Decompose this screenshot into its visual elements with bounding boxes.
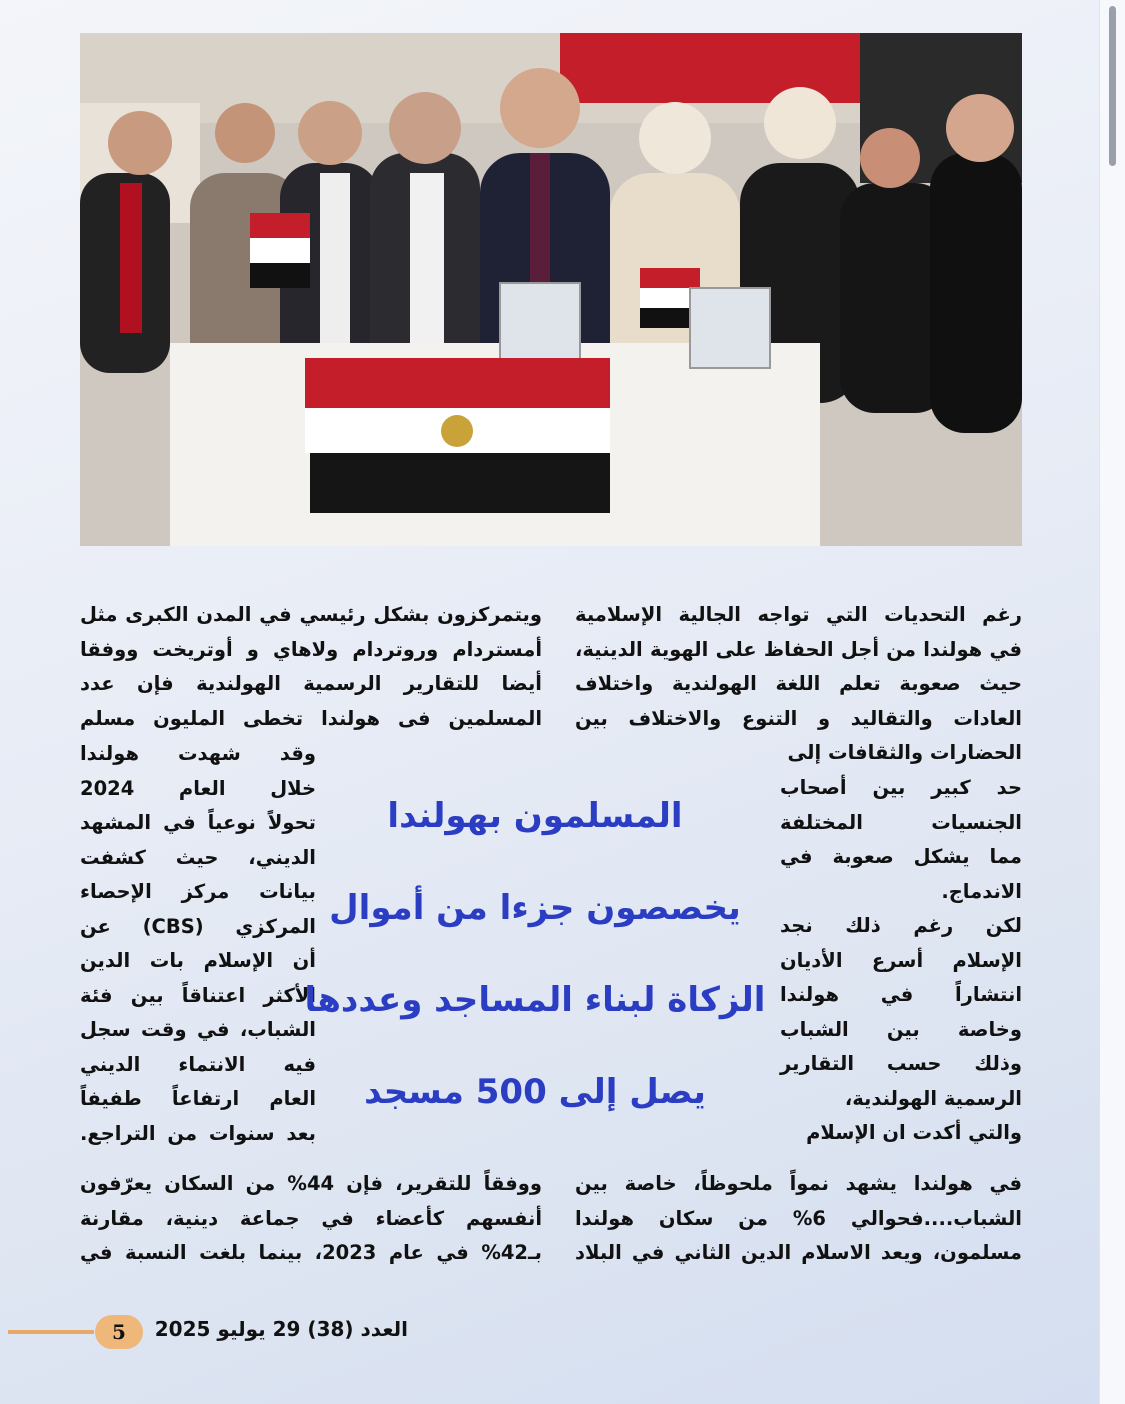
headline-line: يخصصون جزءا من أموال [329,888,741,928]
text-line: الرسمية الهولندية، [844,1086,1022,1110]
right-column-top [575,598,1022,771]
text-line: العام ارتفاعاً طفيفاً [80,1087,316,1110]
text-line: في هولندا يشهد نمواً ملحوظاً، خاصة بين [575,1172,1022,1195]
right-column-narrow [780,771,1022,1151]
text-line: ووفقاً للتقرير، فإن 44% من السكان يعرّفون [80,1172,542,1195]
page-number-badge: 5 [95,1315,143,1349]
text-line: حد كبير بين أصحاب [780,776,1022,799]
text-line: خلال العام 2024 [80,776,316,800]
text-line: الإسلام أسرع الأديان [780,948,1022,972]
text-line: لكن رغم ذلك نجد [780,914,1022,937]
text-line: مما يشكل صعوبة في [780,845,1022,868]
left-column-top [80,598,542,736]
text-line: والتي أكدت ان الإسلام [806,1121,1022,1144]
text-line: وخاصة بين الشباب [780,1017,1022,1041]
text-line: الأكثر اعتناقاً بين فئة [80,983,316,1007]
text-line: انتشاراً في هولندا [780,983,1022,1006]
text-line: الاندماج. [941,879,1022,903]
text-line: أن الإسلام بات الدين [80,949,316,972]
text-line: الحضارات والثقافات إلى [787,741,1022,764]
text-line: العادات والتقاليد و التنوع والاختلاف بين [575,706,1022,730]
headline-line: يصل إلى 500 مسجد [364,1072,706,1112]
text-line: بـ42% في عام 2023، بينما بلغت النسبة في [80,1241,542,1264]
headline-line: الزكاة لبناء المساجد وعددها [304,980,766,1020]
footer-divider [8,1330,94,1334]
text-line: المركزي (CBS) عن [80,914,316,938]
text-line: رغم التحديات التي تواجه الجالية الإسلامية [575,603,1022,626]
text-line: ويتمركزون بشكل رئيسي في المدن الكبرى مثل [80,603,542,626]
text-line: الشباب، في وقت سجل [80,1018,316,1041]
text-line: الجنسيات المختلفة [780,810,1022,834]
viewer-frame [1099,0,1125,1404]
left-column-bottom [80,1167,542,1271]
text-line: في هولندا من أجل الحفاظ على الهوية الدينية، [575,637,1022,661]
text-line: المسلمين فى هولندا تخطى المليون مسلم [80,706,542,730]
text-line: أمستردام وروتردام ولاهاي و أوتريخت ووفقا [80,637,542,661]
scrollbar-thumb[interactable] [1109,6,1116,166]
text-line: بعد سنوات من التراجع. [80,1121,316,1145]
text-line: فيه الانتماء الديني [80,1052,316,1076]
text-line: بيانات مركز الإحصاء [80,880,316,903]
text-line: الشباب....فحوالي 6% من سكان هولندا [575,1206,1022,1230]
text-line: أيضا للتقارير الرسمية الهولندية فإن عدد [80,672,542,695]
left-column-narrow [80,737,316,1151]
text-line: وذلك حسب التقارير [780,1052,1022,1075]
text-line: مسلمون، ويعد الاسلام الدين الثاني في البلاد [575,1241,1022,1264]
text-line: أنفسهم كأعضاء في جماعة دينية، مقارنة [80,1206,542,1230]
headline-line: المسلمون بهولندا [387,796,683,836]
pull-quote-headline [300,770,770,1138]
text-line: وقد شهدت هولندا [80,742,316,765]
right-column-bottom [575,1167,1022,1271]
text-line: حيث صعوبة تعلم اللغة الهولندية واختلاف [575,672,1022,695]
text-line: تحولاً نوعياً في المشهد [80,811,316,834]
issue-info: العدد (38) 29 يوليو 2025 [154,1317,408,1341]
article-photo [80,33,1022,546]
text-line: الديني، حيث كشفت [80,845,316,869]
